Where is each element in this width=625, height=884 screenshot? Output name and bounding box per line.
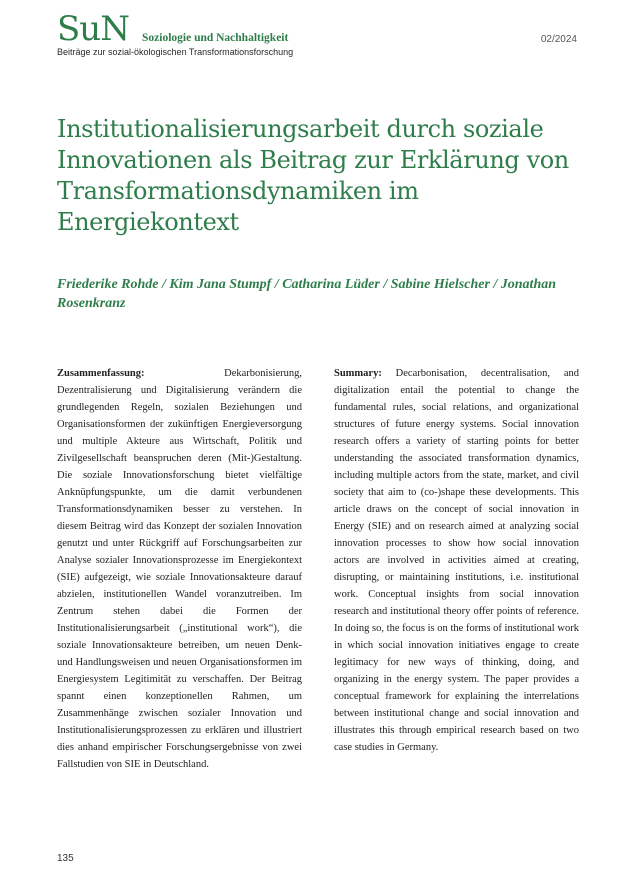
abstract-german-text: Dekarbonisierung, Dezentralisierung und Digitalisierung verändern die grundlegenden Regeln, sozialen Beziehungen und Organisationsformen der zukünftigen Energieversorgung und multiple Akteure aus Wirtschaft, Politik und Zivilgesellschaft beanspruchen deren (Mit-)Gestaltung. Die soziale Innovationsforschung bietet vielfältige Anknüpfungspunkte, um die damit verbundenen Transformationsdynamiken besser zu verstehen. In diesem Beitrag wird das Konzept der sozialen Innovation genutzt und unter Rückgriff auf Forschungsarbeiten zur Analyse sozialer Innovationsprozesse im Energiekontext (SIE) aufgezeigt, wie soziale Innovationsakteure darauf abzielen, institutionellen Wandel voranzutreiben. Im Zentrum stehen dabei die Formen der Institutionalisierungsarbeit („institutional work“), die soziale Innovationsakteure betreiben, um neuen Denk- und Handlungsweisen und neuen Organisationsformen im Energiesystem Legitimität zu verschaffen. Der Beitrag spannt einen konzeptionellen Rahmen, um Zusammenhänge zwischen sozialer Innovation und Institutionalisierungsprozessen zu erklären und illustriert dies anhand empirischer Forschungsergebnisse von zwei Fallstudien von SIE in Deutschland. (57, 368, 302, 770)
abstract-english (334, 365, 579, 756)
journal-name: Soziologie und Nachhaltigkeit (142, 32, 289, 44)
journal-header (57, 9, 577, 62)
abstract-english-text: Decarbonisation, decentralisation, and digitalization entail the potential to change the fundamental rules, social relations, and organizational structures of future energy systems. Social innovation research offers a variety of starting points for better understanding the associated transformation dynamics, including multiple actors from the state, market, and civil society that aim to (co-)shape these developments. This article draws on the concept of social innovation in Energy (SIE) and on research aimed at analyzing social innovation processes to show how social innovation actors are involved in activities aimed at creating, disrupting, or maintaining institutions, i.e. institutional work. Conceptual insights from social innovation research and institutional theory offer points of reference. In doing so, the focus is on the forms of institutional work in which social innovation initiatives engage to create legitimacy for new ways of thinking, doing, and organizing in the energy system. The paper provides a conceptual framework for explaining the interrelations between institutional change and social innovation and illustrates this through empirical research based on two case studies in Germany. (334, 368, 579, 753)
abstract-german-label: Zusammenfassung: (57, 368, 145, 379)
journal-logo: SuN (57, 9, 129, 49)
abstract-german (57, 365, 302, 773)
abstract-english-label: Summary: (334, 368, 382, 379)
journal-subtitle: Beiträge zur sozial-ökologischen Transformationsforschung (57, 47, 294, 57)
issue-number: 02/2024 (540, 34, 577, 45)
article-title: Institutionalisierungsarbeit durch soziale Innovationen als Beitrag zur Erklärung von Transformationsdynamiken im Energiekontext (57, 115, 569, 236)
article-authors: Friederike Rohde / Kim Jana Stumpf / Catharina Lüder / Sabine Hielscher / Jonathan Rosenkranz (57, 277, 557, 311)
page-number: 135 (57, 853, 74, 864)
